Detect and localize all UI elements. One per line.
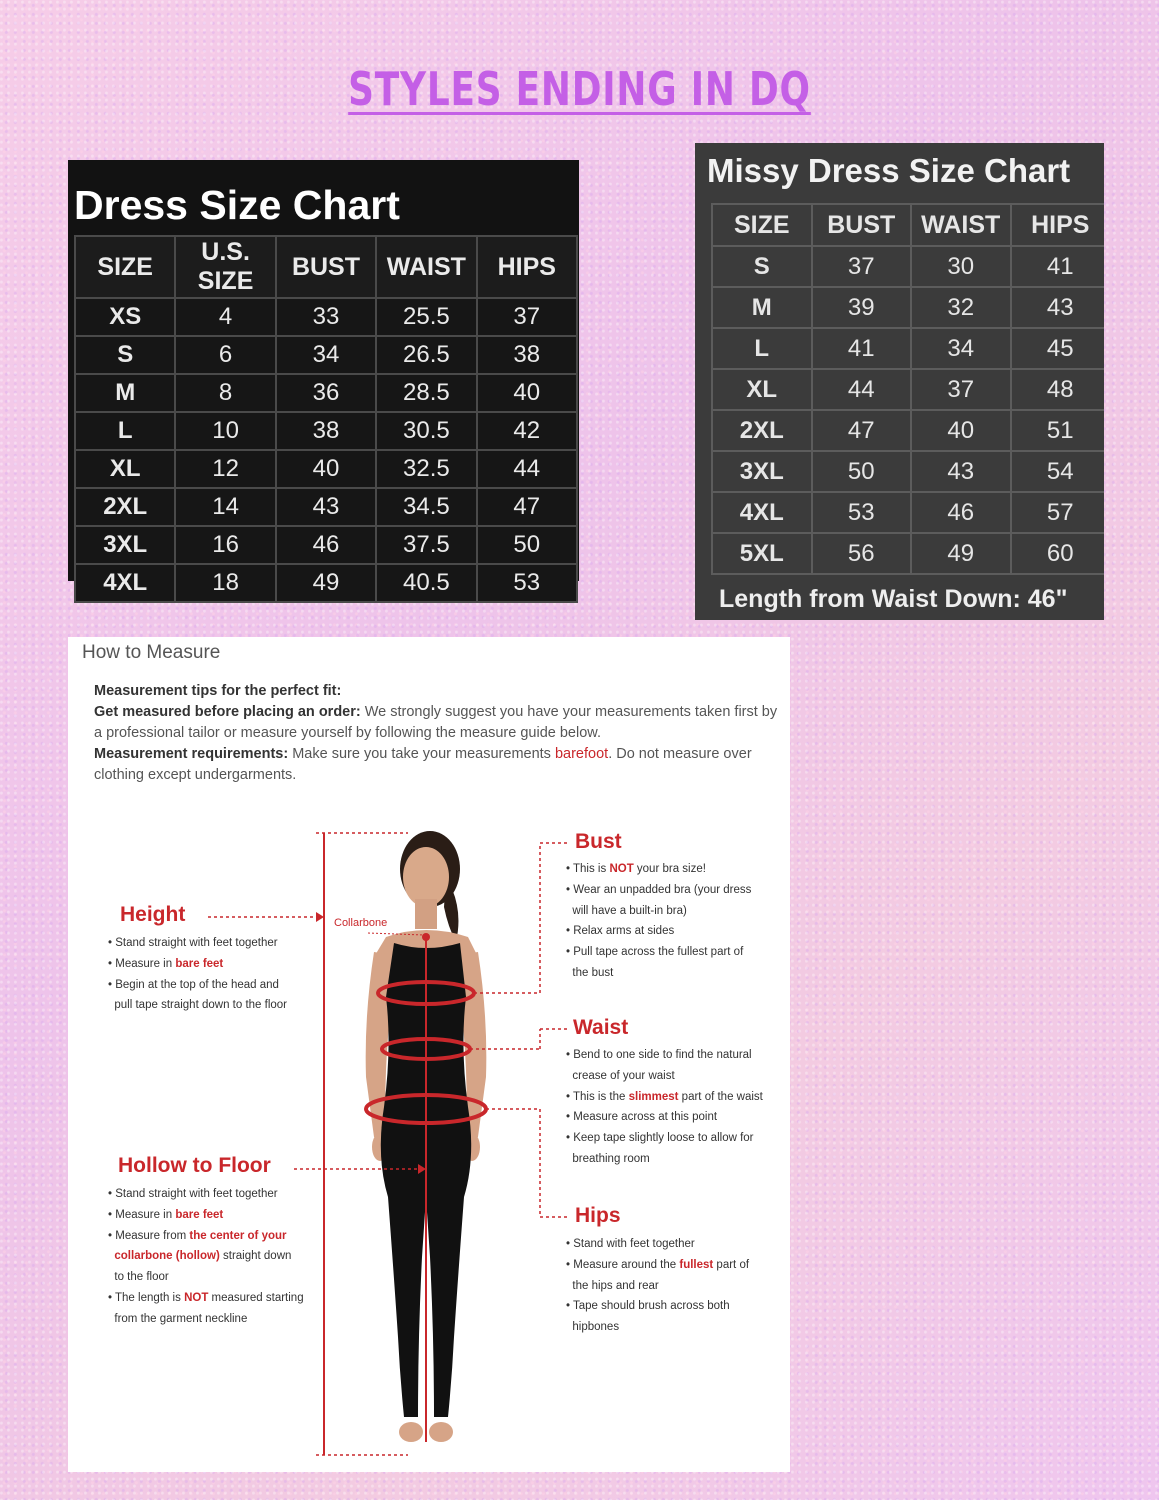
table-cell: 2XL: [712, 410, 812, 451]
list-item: • Relax arms at sides: [566, 925, 675, 938]
list-item: • Measure from the center of your: [108, 1229, 287, 1242]
list-item: collarbone (hollow) straight down: [114, 1250, 292, 1263]
waist-title: Waist: [573, 1016, 629, 1039]
table-cell: 41: [812, 328, 912, 369]
table-row: [712, 451, 1104, 492]
table-cell: 42: [477, 412, 577, 450]
bust-title: Bust: [575, 830, 622, 853]
hips-list: [566, 1234, 749, 1338]
dress-chart-title: Dress Size Chart: [74, 182, 400, 228]
table-cell: 49: [276, 564, 376, 602]
table-cell: 38: [276, 412, 376, 450]
list-item: • Stand straight with feet together: [108, 937, 278, 949]
table-cell: 8: [175, 374, 275, 412]
list-item: • Tape should brush across both: [566, 1300, 730, 1313]
list-item: pull tape straight down to the floor: [114, 999, 287, 1012]
table-cell: 3XL: [75, 526, 175, 564]
missy-chart-title: Missy Dress Size Chart: [707, 152, 1071, 189]
column-header: U.S. SIZE: [175, 236, 275, 298]
page-title: STYLES ENDING IN DQ: [348, 62, 811, 116]
table-cell: 57: [1011, 492, 1105, 533]
bust-list: [566, 859, 751, 984]
table-cell: 44: [477, 450, 577, 488]
list-item: • Stand straight with feet together: [108, 1188, 278, 1200]
table-cell: 47: [812, 410, 912, 451]
column-header: WAIST: [376, 236, 476, 298]
table-cell: 40.5: [376, 564, 476, 602]
list-item: • Measure across at this point: [566, 1111, 718, 1124]
height-title: Height: [120, 903, 186, 926]
how-to-measure-panel: [68, 637, 790, 1472]
measure-heading: How to Measure: [82, 642, 221, 663]
table-cell: S: [712, 246, 812, 287]
table-cell: 53: [477, 564, 577, 602]
table-cell: 37.5: [376, 526, 476, 564]
table-cell: XL: [712, 369, 812, 410]
tips-title: Measurement tips for the perfect fit:: [94, 683, 342, 699]
list-item: the bust: [572, 966, 614, 979]
table-cell: 43: [911, 451, 1011, 492]
table-cell: 50: [812, 451, 912, 492]
table-row: [712, 287, 1104, 328]
table-cell: 37: [911, 369, 1011, 410]
table-cell: 28.5: [376, 374, 476, 412]
list-item: • Bend to one side to find the natural: [566, 1049, 752, 1061]
table-cell: 47: [477, 488, 577, 526]
waist-list: [566, 1045, 763, 1170]
dress-size-chart: [68, 160, 579, 596]
table-cell: 49: [911, 533, 1011, 574]
list-item: • This is NOT your bra size!: [566, 863, 706, 875]
table-cell: 34: [911, 328, 1011, 369]
table-cell: XS: [75, 298, 175, 336]
table-cell: 40: [477, 374, 577, 412]
list-item: • The length is NOT measured starting: [108, 1291, 304, 1304]
table-cell: 12: [175, 450, 275, 488]
table-cell: 34.5: [376, 488, 476, 526]
table-cell: 46: [276, 526, 376, 564]
tip-order: Get measured before placing an order: We strongly suggest you have your measurements taken first by a professional tailor or measure yourself by following the measure guide below.: [94, 704, 778, 741]
table-cell: L: [712, 328, 812, 369]
list-item: from the garment neckline: [114, 1312, 248, 1325]
table-cell: 3XL: [712, 451, 812, 492]
height-list: [108, 933, 287, 1016]
table-cell: 32.5: [376, 450, 476, 488]
list-item: • Keep tape slightly loose to allow for: [566, 1132, 754, 1145]
list-item: crease of your waist: [572, 1069, 675, 1082]
table-cell: 43: [1011, 287, 1105, 328]
tip-requirements: Measurement requirements: Make sure you take your measurements barefoot. Do not measure over clothing except undergarments.: [94, 746, 752, 783]
table-row: [712, 369, 1104, 410]
column-header: BUST: [276, 236, 376, 298]
table-cell: 25.5: [376, 298, 476, 336]
table-row: [75, 526, 577, 564]
table-row: [75, 564, 577, 602]
table-cell: 60: [1011, 533, 1105, 574]
table-cell: 50: [477, 526, 577, 564]
list-item: • This is the slimmest part of the waist: [566, 1090, 763, 1103]
table-cell: 40: [276, 450, 376, 488]
table-cell: 45: [1011, 328, 1105, 369]
list-item: • Stand with feet together: [566, 1238, 695, 1250]
table-cell: 43: [276, 488, 376, 526]
table-cell: 30: [911, 246, 1011, 287]
table-cell: 41: [1011, 246, 1105, 287]
missy-size-chart: [695, 143, 1104, 620]
table-cell: L: [75, 412, 175, 450]
table-row: [75, 488, 577, 526]
table-row: [75, 336, 577, 374]
table-cell: M: [712, 287, 812, 328]
table-cell: S: [75, 336, 175, 374]
column-header: WAIST: [911, 204, 1011, 246]
table-cell: 18: [175, 564, 275, 602]
table-cell: 6: [175, 336, 275, 374]
table-cell: 4: [175, 298, 275, 336]
list-item: will have a built-in bra): [572, 904, 687, 917]
table-cell: 44: [812, 369, 912, 410]
table-cell: M: [75, 374, 175, 412]
table-cell: 33: [276, 298, 376, 336]
table-cell: 54: [1011, 451, 1105, 492]
table-row: [75, 298, 577, 336]
table-cell: 10: [175, 412, 275, 450]
column-header: SIZE: [712, 204, 812, 246]
dress-size-table: [74, 235, 578, 603]
table-cell: 2XL: [75, 488, 175, 526]
table-cell: 37: [477, 298, 577, 336]
table-cell: 51: [1011, 410, 1105, 451]
table-cell: 53: [812, 492, 912, 533]
table-cell: 5XL: [712, 533, 812, 574]
column-header: HIPS: [477, 236, 577, 298]
table-cell: 37: [812, 246, 912, 287]
list-item: • Measure in bare feet: [108, 957, 224, 970]
table-cell: 36: [276, 374, 376, 412]
table-cell: 14: [175, 488, 275, 526]
list-item: hipbones: [572, 1321, 620, 1334]
hips-title: Hips: [575, 1204, 621, 1227]
table-cell: 46: [911, 492, 1011, 533]
list-item: • Wear an unpadded bra (your dress: [566, 883, 752, 896]
list-item: • Measure around the fullest part of: [566, 1258, 750, 1271]
table-row: [75, 412, 577, 450]
table-row: [75, 374, 577, 412]
table-cell: 38: [477, 336, 577, 374]
table-cell: 39: [812, 287, 912, 328]
table-row: [712, 492, 1104, 533]
table-cell: 30.5: [376, 412, 476, 450]
table-cell: 4XL: [75, 564, 175, 602]
missy-chart-footer: Length from Waist Down: 46": [719, 585, 1068, 613]
missy-size-table: [711, 203, 1104, 575]
table-cell: 4XL: [712, 492, 812, 533]
table-row: [712, 410, 1104, 451]
column-header: HIPS: [1011, 204, 1105, 246]
table-row: [712, 328, 1104, 369]
collarbone-label: Collarbone: [334, 917, 388, 929]
table-row: [75, 450, 577, 488]
table-row: [712, 246, 1104, 287]
table-cell: 56: [812, 533, 912, 574]
hollow-list: [108, 1184, 304, 1330]
column-header: SIZE: [75, 236, 175, 298]
list-item: breathing room: [572, 1152, 650, 1165]
list-item: • Measure in bare feet: [108, 1208, 224, 1221]
table-cell: 40: [911, 410, 1011, 451]
list-item: • Pull tape across the fullest part of: [566, 946, 744, 959]
table-cell: 34: [276, 336, 376, 374]
table-cell: 16: [175, 526, 275, 564]
table-cell: XL: [75, 450, 175, 488]
table-cell: 32: [911, 287, 1011, 328]
list-item: to the floor: [114, 1271, 169, 1284]
list-item: the hips and rear: [572, 1279, 659, 1292]
list-item: • Begin at the top of the head and: [108, 978, 279, 991]
table-cell: 48: [1011, 369, 1105, 410]
column-header: BUST: [812, 204, 912, 246]
table-row: [712, 533, 1104, 574]
table-cell: 26.5: [376, 336, 476, 374]
hollow-title: Hollow to Floor: [118, 1154, 271, 1177]
